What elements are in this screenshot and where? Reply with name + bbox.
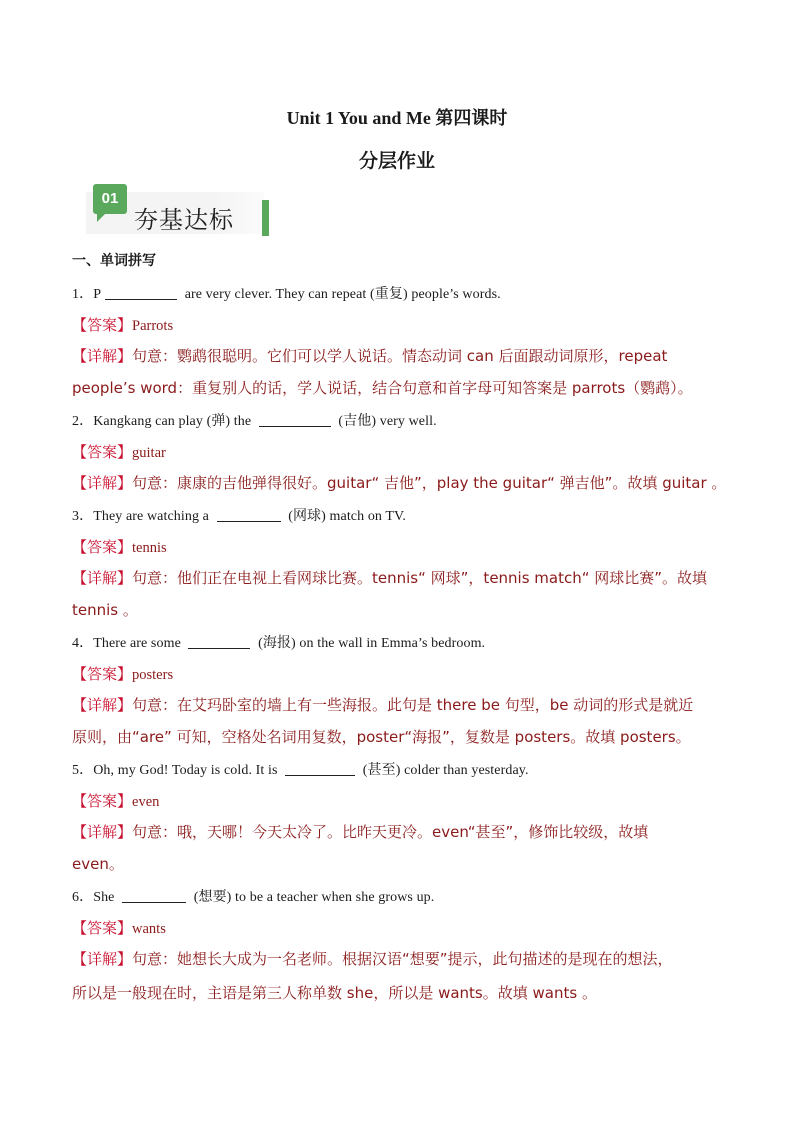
section-badge — [86, 184, 270, 234]
question-5 — [72, 759, 722, 779]
explanation-6-tag: 【详解】 — [72, 950, 133, 968]
answer-5-value: even — [132, 794, 160, 810]
answer-5 — [72, 790, 722, 811]
question-5-prefix: 5．Oh, my God! Today is cold. It is — [72, 763, 282, 778]
answer-6 — [72, 917, 722, 938]
explanation-1-line-2: people’s word：重复别人的话，学人说话，结合句意和首字母可知答案是 parrots（鹦鹉）。 — [72, 379, 693, 397]
explanation-4-line-2: 原则，由“are” 可知，空格处名词用复数，poster“海报”，复数是 posters。故填 posters。 — [72, 728, 691, 746]
explanation-3-line-1: 【详解】句意：他们正在电视上看网球比赛。tennis“ 网球”，tennis match“ 网球比赛”。故填 — [72, 569, 708, 587]
question-2-prefix: 2．Kangkang can play (弹) the — [72, 414, 255, 429]
explanation-6-line-2: 所以是一般现在时，主语是第三人称单数 she，所以是 wants。故填 wants 。 — [72, 984, 597, 1002]
question-6 — [72, 886, 722, 906]
answer-2-value: guitar — [132, 445, 166, 461]
question-5-blank[interactable] — [285, 761, 355, 776]
question-5-suffix: (甚至) colder than yesterday. — [359, 763, 529, 778]
explanation-4-tag: 【详解】 — [72, 696, 133, 714]
explanation-2-line-1: 【详解】句意：康康的吉他弹得很好。guitar“ 吉他”，play the guitar“ 弹吉他”。故填 guitar 。 — [72, 474, 727, 492]
answer-6-value: wants — [132, 921, 166, 937]
question-1-prefix: 1．P — [72, 287, 102, 302]
question-6-suffix: (想要) to be a teacher when she grows up. — [190, 890, 435, 905]
answer-4-value: posters — [132, 667, 174, 683]
question-3-prefix: 3．They are watching a — [72, 509, 213, 524]
explanation-6-line-1: 【详解】句意：她想长大成为一名老师。根据汉语“想要”提示，此句描述的是现在的想法， — [72, 950, 673, 968]
badge-number: 01 — [93, 184, 127, 214]
answer-2-tag: 【答案】 — [72, 443, 133, 461]
answer-3-value: tennis — [132, 540, 167, 556]
explanation-3-tag: 【详解】 — [72, 569, 133, 587]
explanation-5-line-2: even。 — [72, 855, 124, 873]
question-2-blank[interactable] — [259, 412, 331, 427]
explanation-5-tag: 【详解】 — [72, 823, 133, 841]
explanation-3-line-2: tennis 。 — [72, 601, 138, 619]
question-1-suffix: are very clever. They can repeat (重复) people’s words. — [181, 287, 501, 302]
answer-3-tag: 【答案】 — [72, 538, 133, 556]
question-3-blank[interactable] — [217, 507, 281, 522]
question-2 — [72, 410, 722, 430]
question-6-blank[interactable] — [122, 888, 186, 903]
answer-5-tag: 【答案】 — [72, 792, 133, 810]
question-4-suffix: (海报) on the wall in Emma’s bedroom. — [254, 636, 486, 651]
answer-1-tag: 【答案】 — [72, 316, 133, 334]
badge-label: 夯基达标 — [134, 206, 234, 234]
page-subtitle: 分层作业 — [358, 150, 435, 172]
question-4-blank[interactable] — [188, 634, 250, 649]
answer-2 — [72, 441, 722, 462]
badge-accent-bar — [262, 200, 269, 236]
question-3 — [72, 505, 722, 525]
explanation-5-line-1: 【详解】句意：哦，天哪！今天太冷了。比昨天更冷。even“甚至”，修饰比较级，故填 — [72, 823, 649, 841]
explanation-2-tag: 【详解】 — [72, 474, 133, 492]
answer-1 — [72, 314, 722, 335]
answer-4 — [72, 663, 722, 684]
answer-4-tag: 【答案】 — [72, 665, 133, 683]
page-title: Unit 1 You and Me 第四课时 — [286, 108, 508, 128]
question-3-suffix: (网球) match on TV. — [284, 509, 407, 524]
answer-6-tag: 【答案】 — [72, 919, 133, 937]
question-1 — [72, 283, 722, 303]
answer-3 — [72, 536, 722, 557]
explanation-4-line-1: 【详解】句意：在艾玛卧室的墙上有一些海报。此句是 there be 句型，be 动词的形式是就近 — [72, 696, 694, 714]
explanation-1-line-1: 【详解】句意：鹦鹉很聪明。它们可以学人说话。情态动词 can 后面跟动词原形，repeat — [72, 347, 668, 365]
explanation-1-tag: 【详解】 — [72, 347, 133, 365]
section-heading: 一、单词拼写 — [72, 253, 156, 269]
question-6-prefix: 6．She — [72, 890, 119, 905]
question-4-prefix: 4．There are some — [72, 636, 185, 651]
question-2-suffix: (吉他) very well. — [334, 414, 437, 429]
answer-1-value: Parrots — [132, 318, 174, 334]
question-1-blank[interactable] — [105, 285, 177, 300]
question-4 — [72, 632, 722, 652]
